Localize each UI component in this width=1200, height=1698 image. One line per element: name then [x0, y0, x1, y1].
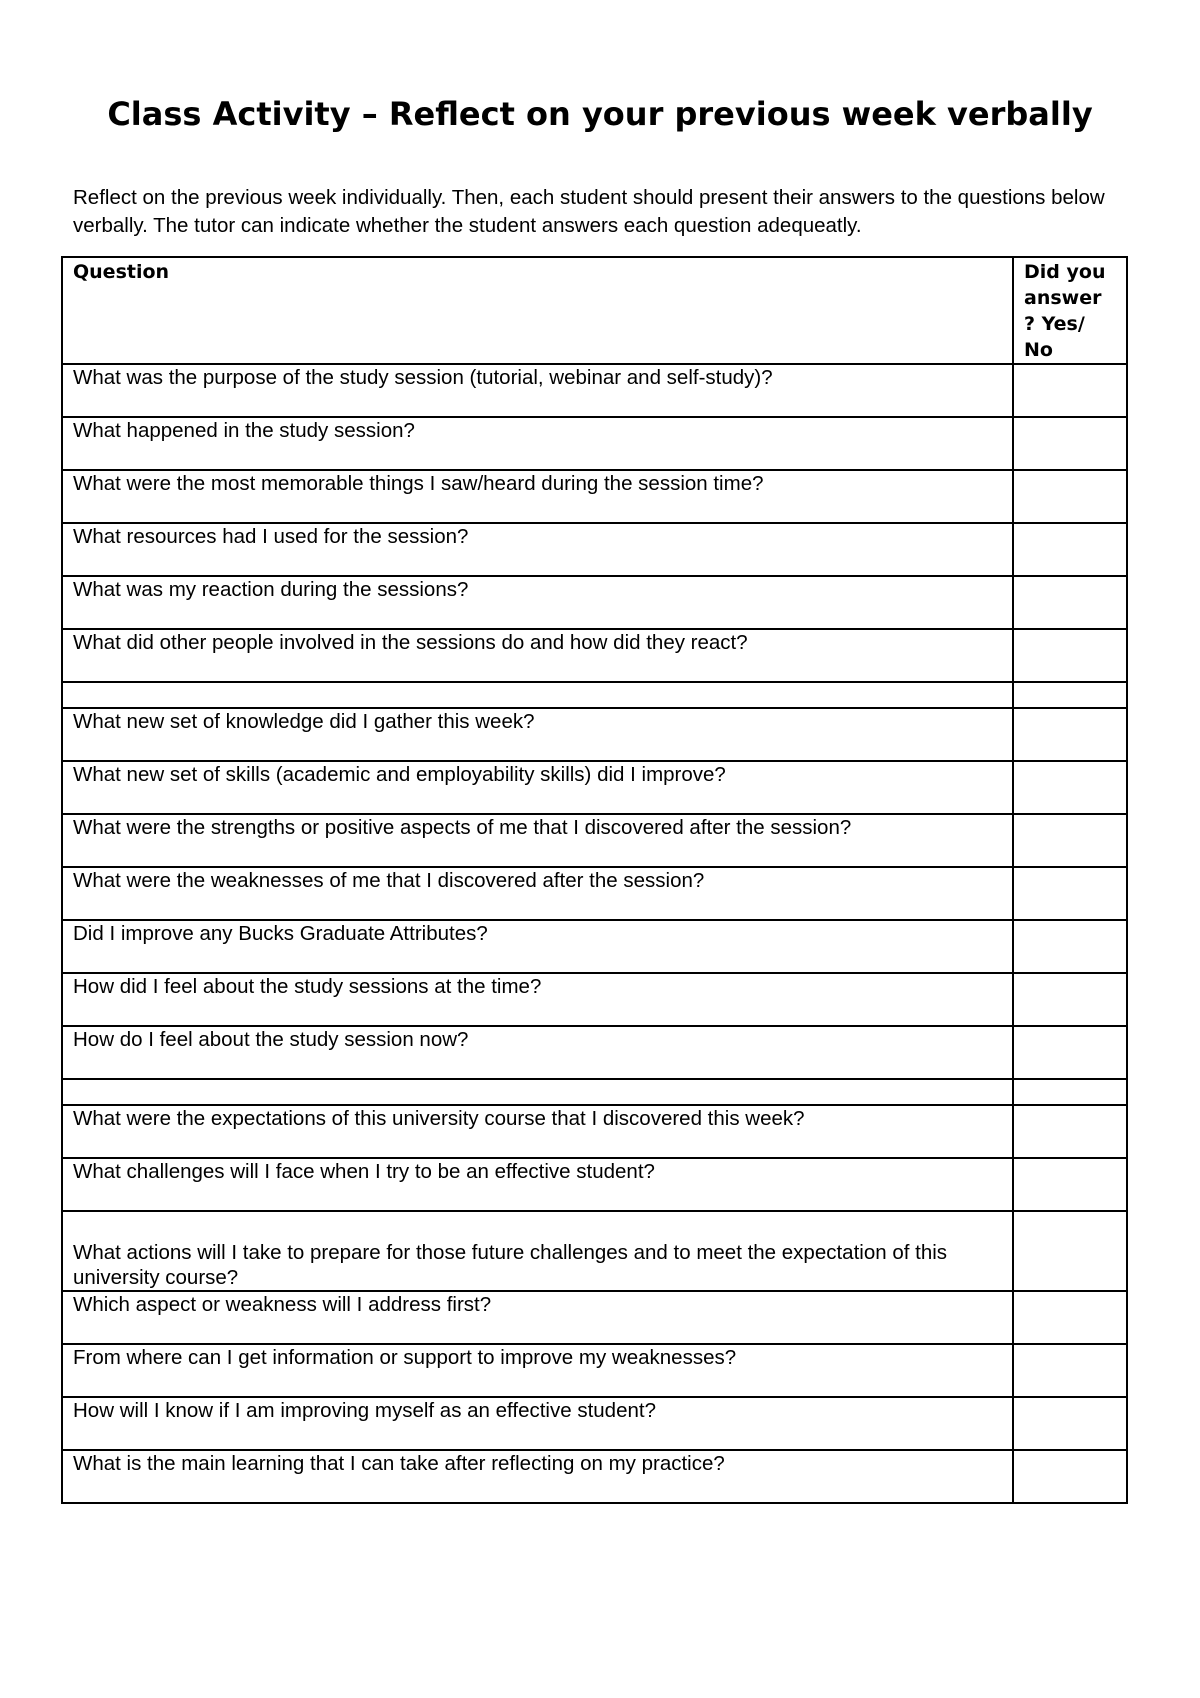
- answer-cell[interactable]: [1013, 761, 1127, 814]
- answer-cell[interactable]: [1013, 973, 1127, 1026]
- question-cell: What were the expectations of this university course that I discovered this week?: [62, 1105, 1013, 1158]
- table-spacer-row: [62, 682, 1127, 708]
- answer-cell[interactable]: [1013, 523, 1127, 576]
- table-row: [62, 364, 1127, 417]
- question-cell: Did I improve any Bucks Graduate Attributes?: [62, 920, 1013, 973]
- question-cell: What were the strengths or positive aspects of me that I discovered after the session?: [62, 814, 1013, 867]
- question-cell: What were the most memorable things I saw/heard during the session time?: [62, 470, 1013, 523]
- table-row: [62, 1105, 1127, 1158]
- answer-cell[interactable]: [1013, 470, 1127, 523]
- answer-cell[interactable]: [1013, 364, 1127, 417]
- question-cell: How do I feel about the study session now?: [62, 1026, 1013, 1079]
- page-title: Class Activity – Reflect on your previous week verbally: [107, 95, 1093, 133]
- intro-paragraph: Reflect on the previous week individually. Then, each student should present their answers to the questions below verbally. The tutor can indicate whether the student answers each question adequeatly.: [73, 186, 1105, 237]
- question-cell: Which aspect or weakness will I address first?: [62, 1291, 1013, 1344]
- question-cell: How will I know if I am improving myself as an effective student?: [62, 1397, 1013, 1450]
- answer-cell[interactable]: [1013, 629, 1127, 682]
- answer-cell[interactable]: [1013, 1026, 1127, 1079]
- table-row: [62, 523, 1127, 576]
- table-row: [62, 761, 1127, 814]
- answer-cell[interactable]: [1013, 1158, 1127, 1211]
- table-row: [62, 1344, 1127, 1397]
- question-cell: What happened in the study session?: [62, 417, 1013, 470]
- answer-cell[interactable]: [1013, 1079, 1127, 1105]
- answer-cell[interactable]: [1013, 1397, 1127, 1450]
- table-row: [62, 629, 1127, 682]
- question-cell: What new set of knowledge did I gather this week?: [62, 708, 1013, 761]
- answer-cell[interactable]: [1013, 814, 1127, 867]
- table-row: [62, 973, 1127, 1026]
- question-cell: [62, 1079, 1013, 1105]
- table-row: [62, 1291, 1127, 1344]
- table-row: [62, 1211, 1127, 1291]
- question-cell: What new set of skills (academic and employability skills) did I improve?: [62, 761, 1013, 814]
- table-row: [62, 708, 1127, 761]
- table-row: [62, 417, 1127, 470]
- answer-cell[interactable]: [1013, 1211, 1127, 1291]
- answer-cell[interactable]: [1013, 417, 1127, 470]
- question-cell: What resources had I used for the session?: [62, 523, 1013, 576]
- answer-cell[interactable]: [1013, 1450, 1127, 1503]
- table-row: [62, 1450, 1127, 1503]
- answer-cell[interactable]: [1013, 708, 1127, 761]
- answer-cell[interactable]: [1013, 867, 1127, 920]
- table-row: [62, 1026, 1127, 1079]
- table-row: [62, 920, 1127, 973]
- question-cell: What challenges will I face when I try to be an effective student?: [62, 1158, 1013, 1211]
- answer-cell[interactable]: [1013, 920, 1127, 973]
- table-row: [62, 1158, 1127, 1211]
- question-cell: From where can I get information or support to improve my weaknesses?: [62, 1344, 1013, 1397]
- answer-cell[interactable]: [1013, 1105, 1127, 1158]
- table-row: [62, 1397, 1127, 1450]
- question-column-header: Question: [62, 257, 1013, 364]
- table-row: [62, 814, 1127, 867]
- question-cell: What were the weaknesses of me that I discovered after the session?: [62, 867, 1013, 920]
- question-cell: What was the purpose of the study session (tutorial, webinar and self-study)?: [62, 364, 1013, 417]
- table-row: [62, 470, 1127, 523]
- question-cell: [62, 682, 1013, 708]
- table-spacer-row: [62, 1079, 1127, 1105]
- answer-cell[interactable]: [1013, 1344, 1127, 1397]
- question-cell: What actions will I take to prepare for those future challenges and to meet the expectation of this university course?: [62, 1211, 1013, 1291]
- answer-column-header: Did you answer ? Yes/ No: [1013, 257, 1127, 364]
- question-cell: What is the main learning that I can take after reflecting on my practice?: [62, 1450, 1013, 1503]
- question-cell: What was my reaction during the sessions?: [62, 576, 1013, 629]
- table-body: [62, 364, 1127, 1503]
- reflection-table: [61, 256, 1128, 1504]
- table-header-row: [62, 257, 1127, 364]
- answer-cell[interactable]: [1013, 576, 1127, 629]
- table-row: [62, 867, 1127, 920]
- answer-cell[interactable]: [1013, 1291, 1127, 1344]
- question-cell: What did other people involved in the sessions do and how did they react?: [62, 629, 1013, 682]
- answer-cell[interactable]: [1013, 682, 1127, 708]
- question-cell: How did I feel about the study sessions at the time?: [62, 973, 1013, 1026]
- table-row: [62, 576, 1127, 629]
